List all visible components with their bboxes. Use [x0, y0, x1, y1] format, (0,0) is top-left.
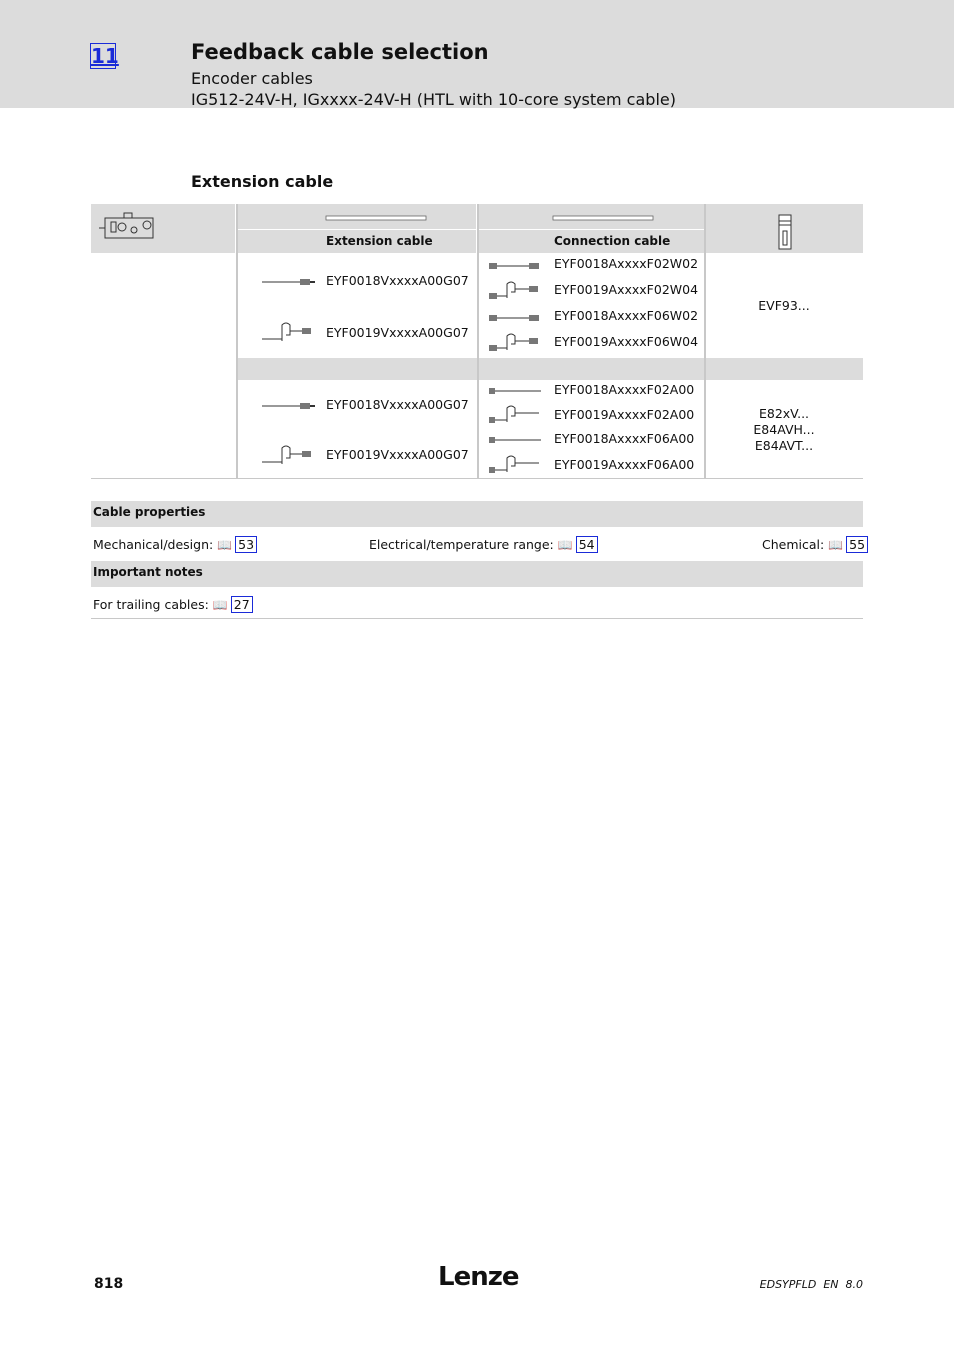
important-notes-label: Important notes	[93, 565, 203, 579]
extension-code: EYF0019VxxxxA00G07	[326, 447, 469, 462]
electrical-reference	[369, 537, 598, 552]
connection-code: EYF0019AxxxxF02W04	[554, 282, 699, 297]
extension-cable-icon	[326, 215, 426, 221]
connection-code: EYF0019AxxxxF06W04	[554, 334, 699, 349]
table-bottom-rule	[91, 478, 863, 479]
extension-code: EYF0018VxxxxA00G07	[326, 397, 469, 412]
electrical-label: Electrical/temperature range:	[369, 537, 554, 552]
angled-connector-icon	[262, 321, 316, 345]
page-number: 818	[94, 1276, 124, 1292]
connection-cable-icon	[553, 215, 653, 221]
extension-code: EYF0019VxxxxA00G07	[326, 325, 469, 340]
connection-code: EYF0019AxxxxF02A00	[554, 407, 695, 422]
cable-properties-band	[91, 501, 863, 527]
motor-encoder-icon	[97, 212, 157, 242]
extension-code: EYF0018VxxxxA00G07	[326, 273, 469, 288]
table-divider	[236, 204, 238, 479]
controller-name: E84AVH...	[753, 422, 815, 437]
page-subtitle-models: IG512-24V-H, IGxxxx-24V-H (HTL with 10-core system cable)	[191, 90, 676, 109]
connection-cable-header: Connection cable	[554, 234, 671, 248]
angled-open-end-icon	[489, 404, 543, 426]
connection-code: EYF0018AxxxxF02W02	[554, 256, 699, 271]
straight-connector-icon	[262, 277, 316, 287]
book-icon: 📖	[828, 538, 844, 552]
important-notes-band	[91, 561, 863, 587]
trailing-page-link[interactable]: 27	[231, 596, 253, 613]
angled-connector-icon	[489, 280, 543, 302]
angled-connector-icon	[262, 444, 316, 468]
page-subtitle: Encoder cables	[191, 69, 313, 88]
open-end-cable-icon	[489, 386, 543, 396]
extension-cable-header: Extension cable	[326, 234, 433, 248]
trailing-label: For trailing cables:	[93, 597, 209, 612]
group-separator-band	[238, 358, 863, 380]
chemical-reference	[762, 537, 868, 552]
connection-code: EYF0018AxxxxF06W02	[554, 308, 699, 323]
chemical-label: Chemical:	[762, 537, 825, 552]
mechanical-label: Mechanical/design:	[93, 537, 214, 552]
angled-connector-icon	[489, 332, 543, 354]
mechanical-reference	[93, 537, 257, 552]
connection-code: EYF0018AxxxxF06A00	[554, 431, 695, 446]
table-divider	[477, 204, 479, 479]
open-end-cable-icon	[489, 435, 543, 445]
connection-code: EYF0019AxxxxF06A00	[554, 457, 695, 472]
book-icon: 📖	[557, 538, 573, 552]
electrical-page-link[interactable]: 54	[576, 536, 598, 553]
section-title: Extension cable	[191, 172, 334, 191]
document-id: EDSYPFLD EN 8.0	[759, 1278, 863, 1291]
chapter-number-link[interactable]: 11	[91, 44, 119, 68]
notes-bottom-rule	[91, 618, 863, 619]
page-title: Feedback cable selection	[191, 40, 489, 64]
chemical-page-link[interactable]: 55	[846, 536, 868, 553]
book-icon: 📖	[212, 598, 228, 612]
straight-connector-icon	[262, 401, 316, 411]
cable-properties-label: Cable properties	[93, 505, 206, 519]
angled-open-end-icon	[489, 454, 543, 476]
connection-code: EYF0018AxxxxF02A00	[554, 382, 695, 397]
straight-connector-icon	[489, 261, 543, 271]
controller-icon	[778, 213, 792, 251]
lenze-logo: Lenze	[438, 1262, 519, 1292]
controller-name: E82xV...	[758, 406, 810, 421]
mechanical-page-link[interactable]: 53	[235, 536, 257, 553]
controller-name: E84AVT...	[754, 438, 814, 453]
controller-name: EVF93...	[758, 298, 810, 313]
trailing-reference	[93, 597, 253, 612]
straight-connector-icon	[489, 313, 543, 323]
book-icon: 📖	[217, 538, 233, 552]
